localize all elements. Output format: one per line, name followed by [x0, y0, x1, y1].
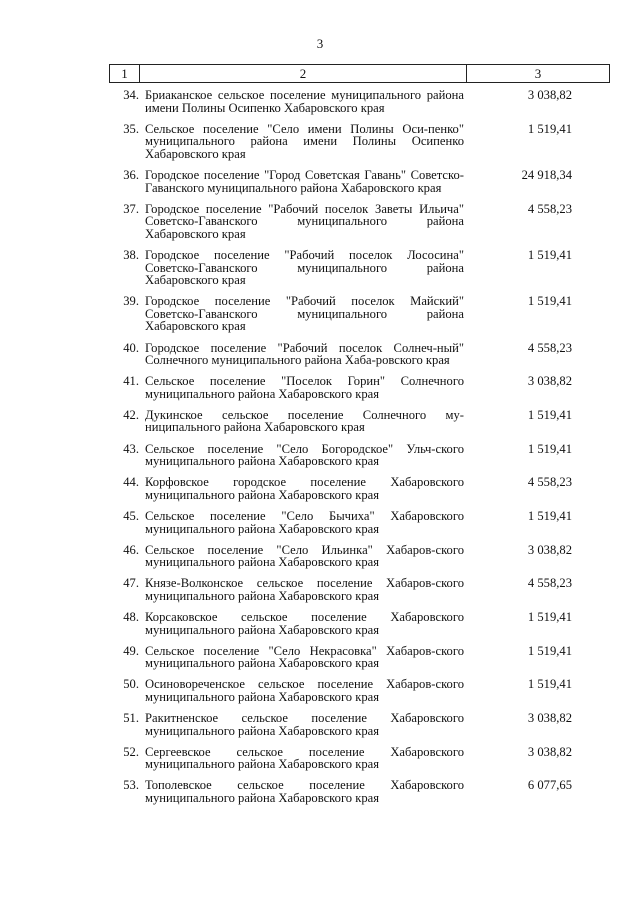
table-row	[109, 375, 610, 400]
row-number: 34.	[123, 88, 139, 102]
amount-value: 3 038,82	[527, 88, 572, 102]
row-number: 41.	[123, 374, 139, 389]
amount-value: 1 519,41	[527, 441, 572, 456]
table-row	[109, 611, 610, 636]
settlement-name: Ракитненское сельское поселение Хабаровского муниципального района Хабаровского края	[145, 711, 464, 738]
table-row	[109, 645, 610, 670]
table-row	[109, 89, 610, 114]
settlement-name: Сельское поселение "Село Ильинка" Хабаров-ского муниципального района Хабаровского края	[145, 542, 464, 570]
settlement-name: Городское поселение "Город Советская Гавань" Советско-Гаванского муниципального района Хабаровского края	[145, 167, 464, 195]
table-body	[109, 89, 610, 813]
settlement-name: Тополевское сельское поселение Хабаровского муниципального района Хабаровского края	[145, 778, 464, 806]
amount-value: 3 038,82	[527, 542, 572, 557]
amount-value: 4 558,23	[527, 201, 572, 216]
settlement-name: Сельское поселение "Село имени Полины Оси-пенко" муниципального района имени Полины Осипенко Хабаровского края	[145, 121, 464, 161]
row-number: 42.	[123, 407, 139, 422]
table-row	[109, 409, 610, 434]
settlement-name: Городское поселение "Рабочий поселок Майский" Советско-Гаванского муниципального района Хабаровского края	[145, 294, 464, 334]
table-row	[109, 510, 610, 535]
settlement-name: Корсаковское сельское поселение Хабаровского муниципального района Хабаровского края	[145, 610, 464, 637]
settlement-name: Осиновореченское сельское поселение Хабаров-ского муниципального района Хабаровского края	[145, 677, 464, 704]
amount-value: 1 519,41	[527, 677, 572, 692]
settlement-name: Князе-Волконское сельское поселение Хабаров-ского муниципального района Хабаровского края	[145, 576, 464, 603]
amount-value: 4 558,23	[527, 475, 572, 490]
table-row	[109, 476, 610, 501]
row-number: 43.	[123, 441, 139, 456]
row-number: 36.	[123, 167, 139, 182]
row-number: 46.	[123, 542, 139, 557]
table-row	[109, 342, 610, 367]
amount-value: 4 558,23	[527, 340, 572, 355]
table-row	[109, 577, 610, 602]
page-number: 3	[316, 36, 324, 51]
amount-value: 6 077,65	[527, 778, 572, 793]
row-number: 52.	[123, 744, 139, 759]
row-number: 53.	[123, 778, 139, 793]
row-number: 37.	[123, 201, 139, 216]
table-row	[109, 295, 610, 333]
settlement-name: Сельское поселение "Село Бычиха" Хабаровского муниципального района Хабаровского края	[145, 508, 464, 536]
column-header-name: 2	[140, 65, 467, 83]
settlement-name: Городское поселение "Рабочий поселок Солнеч-ный" Солнечного муниципального района Хаба-ровского края	[145, 340, 464, 368]
settlement-name: Городское поселение "Рабочий поселок Заветы Ильича" Советско-Гаванского муниципального района Хабаровского края	[145, 201, 464, 241]
table-row	[109, 203, 610, 241]
settlement-name: Сергеевское сельское поселение Хабаровского муниципального района Хабаровского края	[145, 744, 464, 772]
row-number: 40.	[123, 340, 139, 355]
amount-value: 4 558,23	[527, 576, 572, 591]
settlement-name: Корфовское городское поселение Хабаровского муниципального района Хабаровского края	[145, 475, 464, 502]
table-header	[109, 64, 610, 83]
table-row	[109, 123, 610, 161]
amount-value: 1 519,41	[527, 407, 572, 422]
column-header-number: 1	[110, 65, 140, 83]
table-row	[109, 443, 610, 468]
amount-value: 3 038,82	[527, 374, 572, 389]
amount-value: 3 038,82	[527, 711, 572, 726]
settlement-name: Сельское поселение "Село Богородское" Ульч-ского муниципального района Хабаровского края	[145, 441, 464, 469]
row-number: 45.	[123, 508, 139, 523]
row-number: 35.	[123, 121, 139, 136]
settlement-name: Городское поселение "Рабочий поселок Лососина" Советско-Гаванского муниципального района Хабаровского края	[145, 247, 464, 288]
settlement-name: Сельское поселение "Поселок Горин" Солнечного муниципального района Хабаровского края	[145, 374, 464, 401]
table-row	[109, 779, 610, 804]
amount-value: 3 038,82	[527, 744, 572, 759]
row-number: 38.	[123, 247, 139, 262]
row-number: 49.	[123, 643, 139, 658]
table-row	[109, 678, 610, 703]
amount-value: 1 519,41	[527, 247, 572, 262]
amount-value: 24 918,34	[521, 167, 572, 182]
row-number: 50.	[123, 677, 139, 692]
row-number: 51.	[123, 711, 139, 726]
table-row	[109, 544, 610, 569]
table-row	[109, 746, 610, 771]
settlement-name: Бриаканское сельское поселение муниципального района имени Полины Осипенко Хабаровского края	[145, 88, 464, 115]
row-number: 47.	[123, 576, 139, 591]
row-number: 48.	[123, 610, 139, 624]
settlement-name: Сельское поселение "Село Некрасовка" Хабаров-ского муниципального района Хабаровского края	[145, 643, 464, 671]
amount-value: 1 519,41	[527, 643, 572, 658]
table-row	[109, 169, 610, 194]
amount-value: 1 519,41	[527, 121, 572, 136]
row-number: 44.	[123, 475, 139, 490]
table-row	[109, 249, 610, 287]
row-number: 39.	[123, 294, 139, 309]
amount-value: 1 519,41	[527, 294, 572, 309]
column-header-value: 3	[467, 65, 610, 83]
settlement-name: Дукинское сельское поселение Солнечного му-ниципального района Хабаровского края	[145, 407, 464, 435]
amount-value: 1 519,41	[527, 508, 572, 523]
amount-value: 1 519,41	[527, 610, 572, 624]
table-row	[109, 712, 610, 737]
